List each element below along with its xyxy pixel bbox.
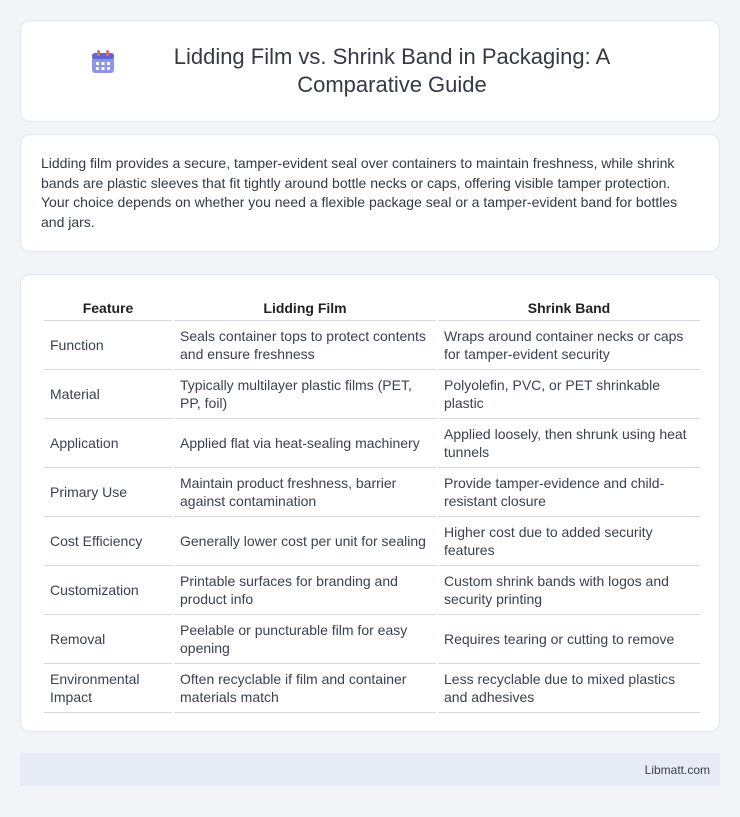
table-row	[44, 468, 700, 517]
table-row	[44, 615, 700, 664]
row-lidding-film: Printable surfaces for branding and product info	[174, 566, 436, 615]
column-header-lidding-film: Lidding Film	[174, 295, 436, 321]
row-feature: Environmental Impact	[44, 664, 172, 713]
row-feature: Cost Efficiency	[44, 517, 172, 566]
row-lidding-film: Often recyclable if film and container materials match	[174, 664, 436, 713]
row-shrink-band: Custom shrink bands with logos and security printing	[438, 566, 700, 615]
column-header-feature: Feature	[44, 295, 172, 321]
row-shrink-band: Higher cost due to added security features	[438, 517, 700, 566]
row-shrink-band: Polyolefin, PVC, or PET shrinkable plastic	[438, 370, 700, 419]
page-title: Lidding Film vs. Shrink Band in Packaging: A Comparative Guide	[173, 44, 611, 97]
footer	[20, 753, 720, 786]
row-feature: Material	[44, 370, 172, 419]
intro-card	[20, 134, 720, 252]
row-shrink-band: Requires tearing or cutting to remove	[438, 615, 700, 664]
table-row	[44, 664, 700, 713]
row-shrink-band: Provide tamper-evidence and child-resistant closure	[438, 468, 700, 517]
row-lidding-film: Maintain product freshness, barrier against contamination	[174, 468, 436, 517]
row-lidding-film: Typically multilayer plastic films (PET, PP, foil)	[174, 370, 436, 419]
table-row	[44, 419, 700, 468]
row-lidding-film: Peelable or puncturable film for easy opening	[174, 615, 436, 664]
title-card	[20, 20, 720, 122]
row-feature: Customization	[44, 566, 172, 615]
row-feature: Application	[44, 419, 172, 468]
row-feature: Function	[44, 321, 172, 370]
table-row	[44, 370, 700, 419]
row-lidding-film: Seals container tops to protect contents and ensure freshness	[174, 321, 436, 370]
row-shrink-band: Less recyclable due to mixed plastics and adhesives	[438, 664, 700, 713]
row-shrink-band: Applied loosely, then shrunk using heat tunnels	[438, 419, 700, 468]
intro-paragraph: Lidding film provides a secure, tamper-evident seal over containers to maintain freshness, while shrink bands are plastic sleeves that fit tightly around bottle necks or caps, offering visible tamper protection. Your choice depends on whether you need a flexible package seal or a tamper-evident band for bottles and jars.	[41, 155, 678, 230]
table-row	[44, 321, 700, 370]
row-shrink-band: Wraps around container necks or caps for tamper-evident security	[438, 321, 700, 370]
row-lidding-film: Generally lower cost per unit for sealing	[174, 517, 436, 566]
row-lidding-film: Applied flat via heat-sealing machinery	[174, 419, 436, 468]
calendar-icon	[90, 49, 116, 75]
comparison-table	[42, 295, 702, 713]
row-feature: Removal	[44, 615, 172, 664]
table-row	[44, 517, 700, 566]
row-feature: Primary Use	[44, 468, 172, 517]
comparison-table-card	[20, 274, 720, 732]
table-row	[44, 566, 700, 615]
column-header-shrink-band: Shrink Band	[438, 295, 700, 321]
table-header-row	[44, 295, 700, 321]
footer-brand[interactable]: Libmatt.com	[644, 762, 710, 777]
title-wrap	[90, 43, 650, 99]
